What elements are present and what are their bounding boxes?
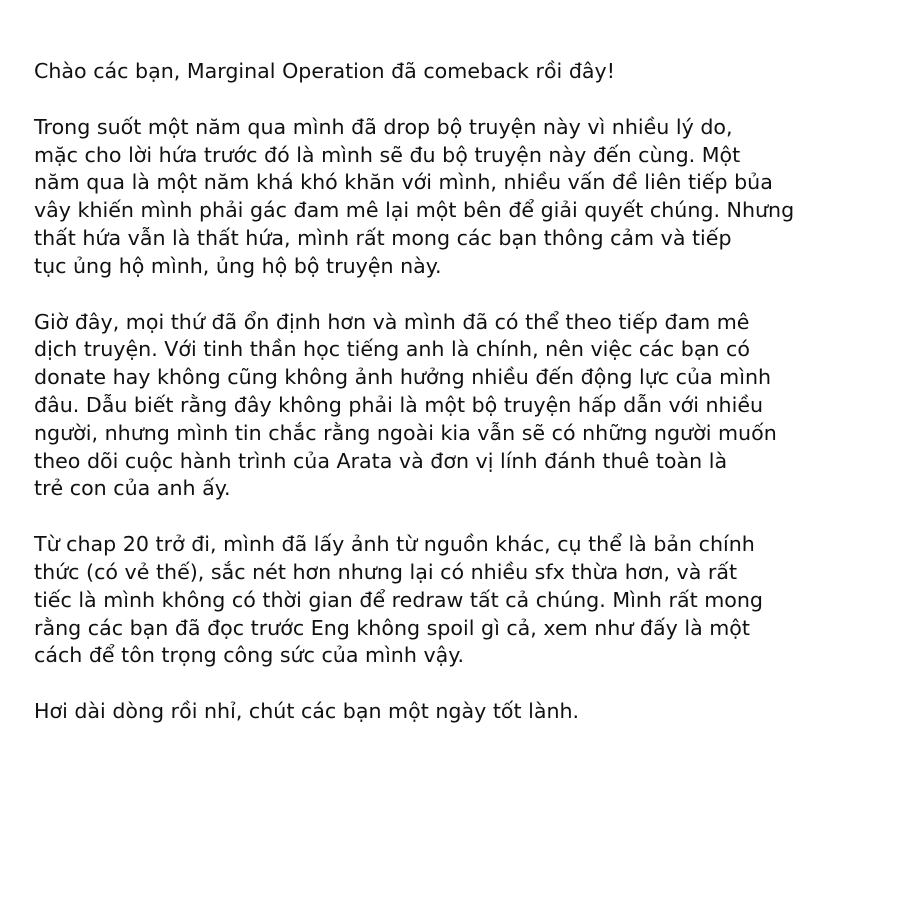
closing-line: Hơi dài dòng rồi nhỉ, chút các bạn một ngày tốt lành. — [34, 699, 580, 724]
paragraph-line: mặc cho lời hứa trước đó là mình sẽ đu bộ truyện này đến cùng. Một — [34, 142, 741, 167]
paragraph-line: vây khiến mình phải gác đam mê lại một bên để giải quyết chúng. Nhưng — [34, 198, 795, 223]
paragraph-line: Từ chap 20 trở đi, mình đã lấy ảnh từ nguồn khác, cụ thể là bản chính — [34, 532, 755, 557]
note-page — [34, 58, 874, 754]
paragraph-line: Giờ đây, mọi thứ đã ổn định hơn và mình đã có thể theo tiếp đam mê — [34, 309, 750, 334]
paragraph-line: cách để tôn trọng công sức của mình vậy. — [34, 643, 465, 668]
paragraph-line: dịch truyện. Với tinh thần học tiếng anh là chính, nên việc các bạn có — [34, 337, 750, 362]
paragraph-line: thất hứa vẫn là thất hứa, mình rất mong các bạn thông cảm và tiếp — [34, 225, 732, 250]
paragraph-line: donate hay không cũng không ảnh hưởng nhiều đến động lực của mình — [34, 365, 772, 390]
paragraph-source-change — [34, 531, 874, 670]
paragraph-line: đâu. Dẫu biết rằng đây không phải là một bộ truyện hấp dẫn với nhiều — [34, 392, 764, 417]
greeting-line: Chào các bạn, Marginal Operation đã comeback rồi đây! — [34, 59, 615, 83]
closing-paragraph — [34, 698, 874, 726]
paragraph-line: rằng các bạn đã đọc trước Eng không spoil gì cả, xem như đấy là một — [34, 615, 750, 640]
paragraph-line: năm qua là một năm khá khó khăn với mình, nhiều vấn đề liên tiếp bủa — [34, 170, 773, 195]
paragraph-line: tục ủng hộ mình, ủng hộ bộ truyện này. — [34, 253, 442, 278]
greeting-paragraph — [34, 58, 874, 86]
paragraph-apology — [34, 114, 874, 281]
paragraph-line: theo dõi cuộc hành trình của Arata và đơn vị lính đánh thuê toàn là — [34, 448, 728, 473]
paragraph-motivation — [34, 309, 874, 504]
paragraph-line: người, nhưng mình tin chắc rằng ngoài kia vẫn sẽ có những người muốn — [34, 420, 777, 445]
paragraph-line: thức (có vẻ thế), sắc nét hơn nhưng lại có nhiều sfx thừa hơn, và rất — [34, 559, 738, 584]
paragraph-line: Trong suốt một năm qua mình đã drop bộ truyện này vì nhiều lý do, — [34, 114, 733, 139]
paragraph-line: trẻ con của anh ấy. — [34, 476, 231, 501]
paragraph-line: tiếc là mình không có thời gian để redraw tất cả chúng. Mình rất mong — [34, 587, 763, 612]
